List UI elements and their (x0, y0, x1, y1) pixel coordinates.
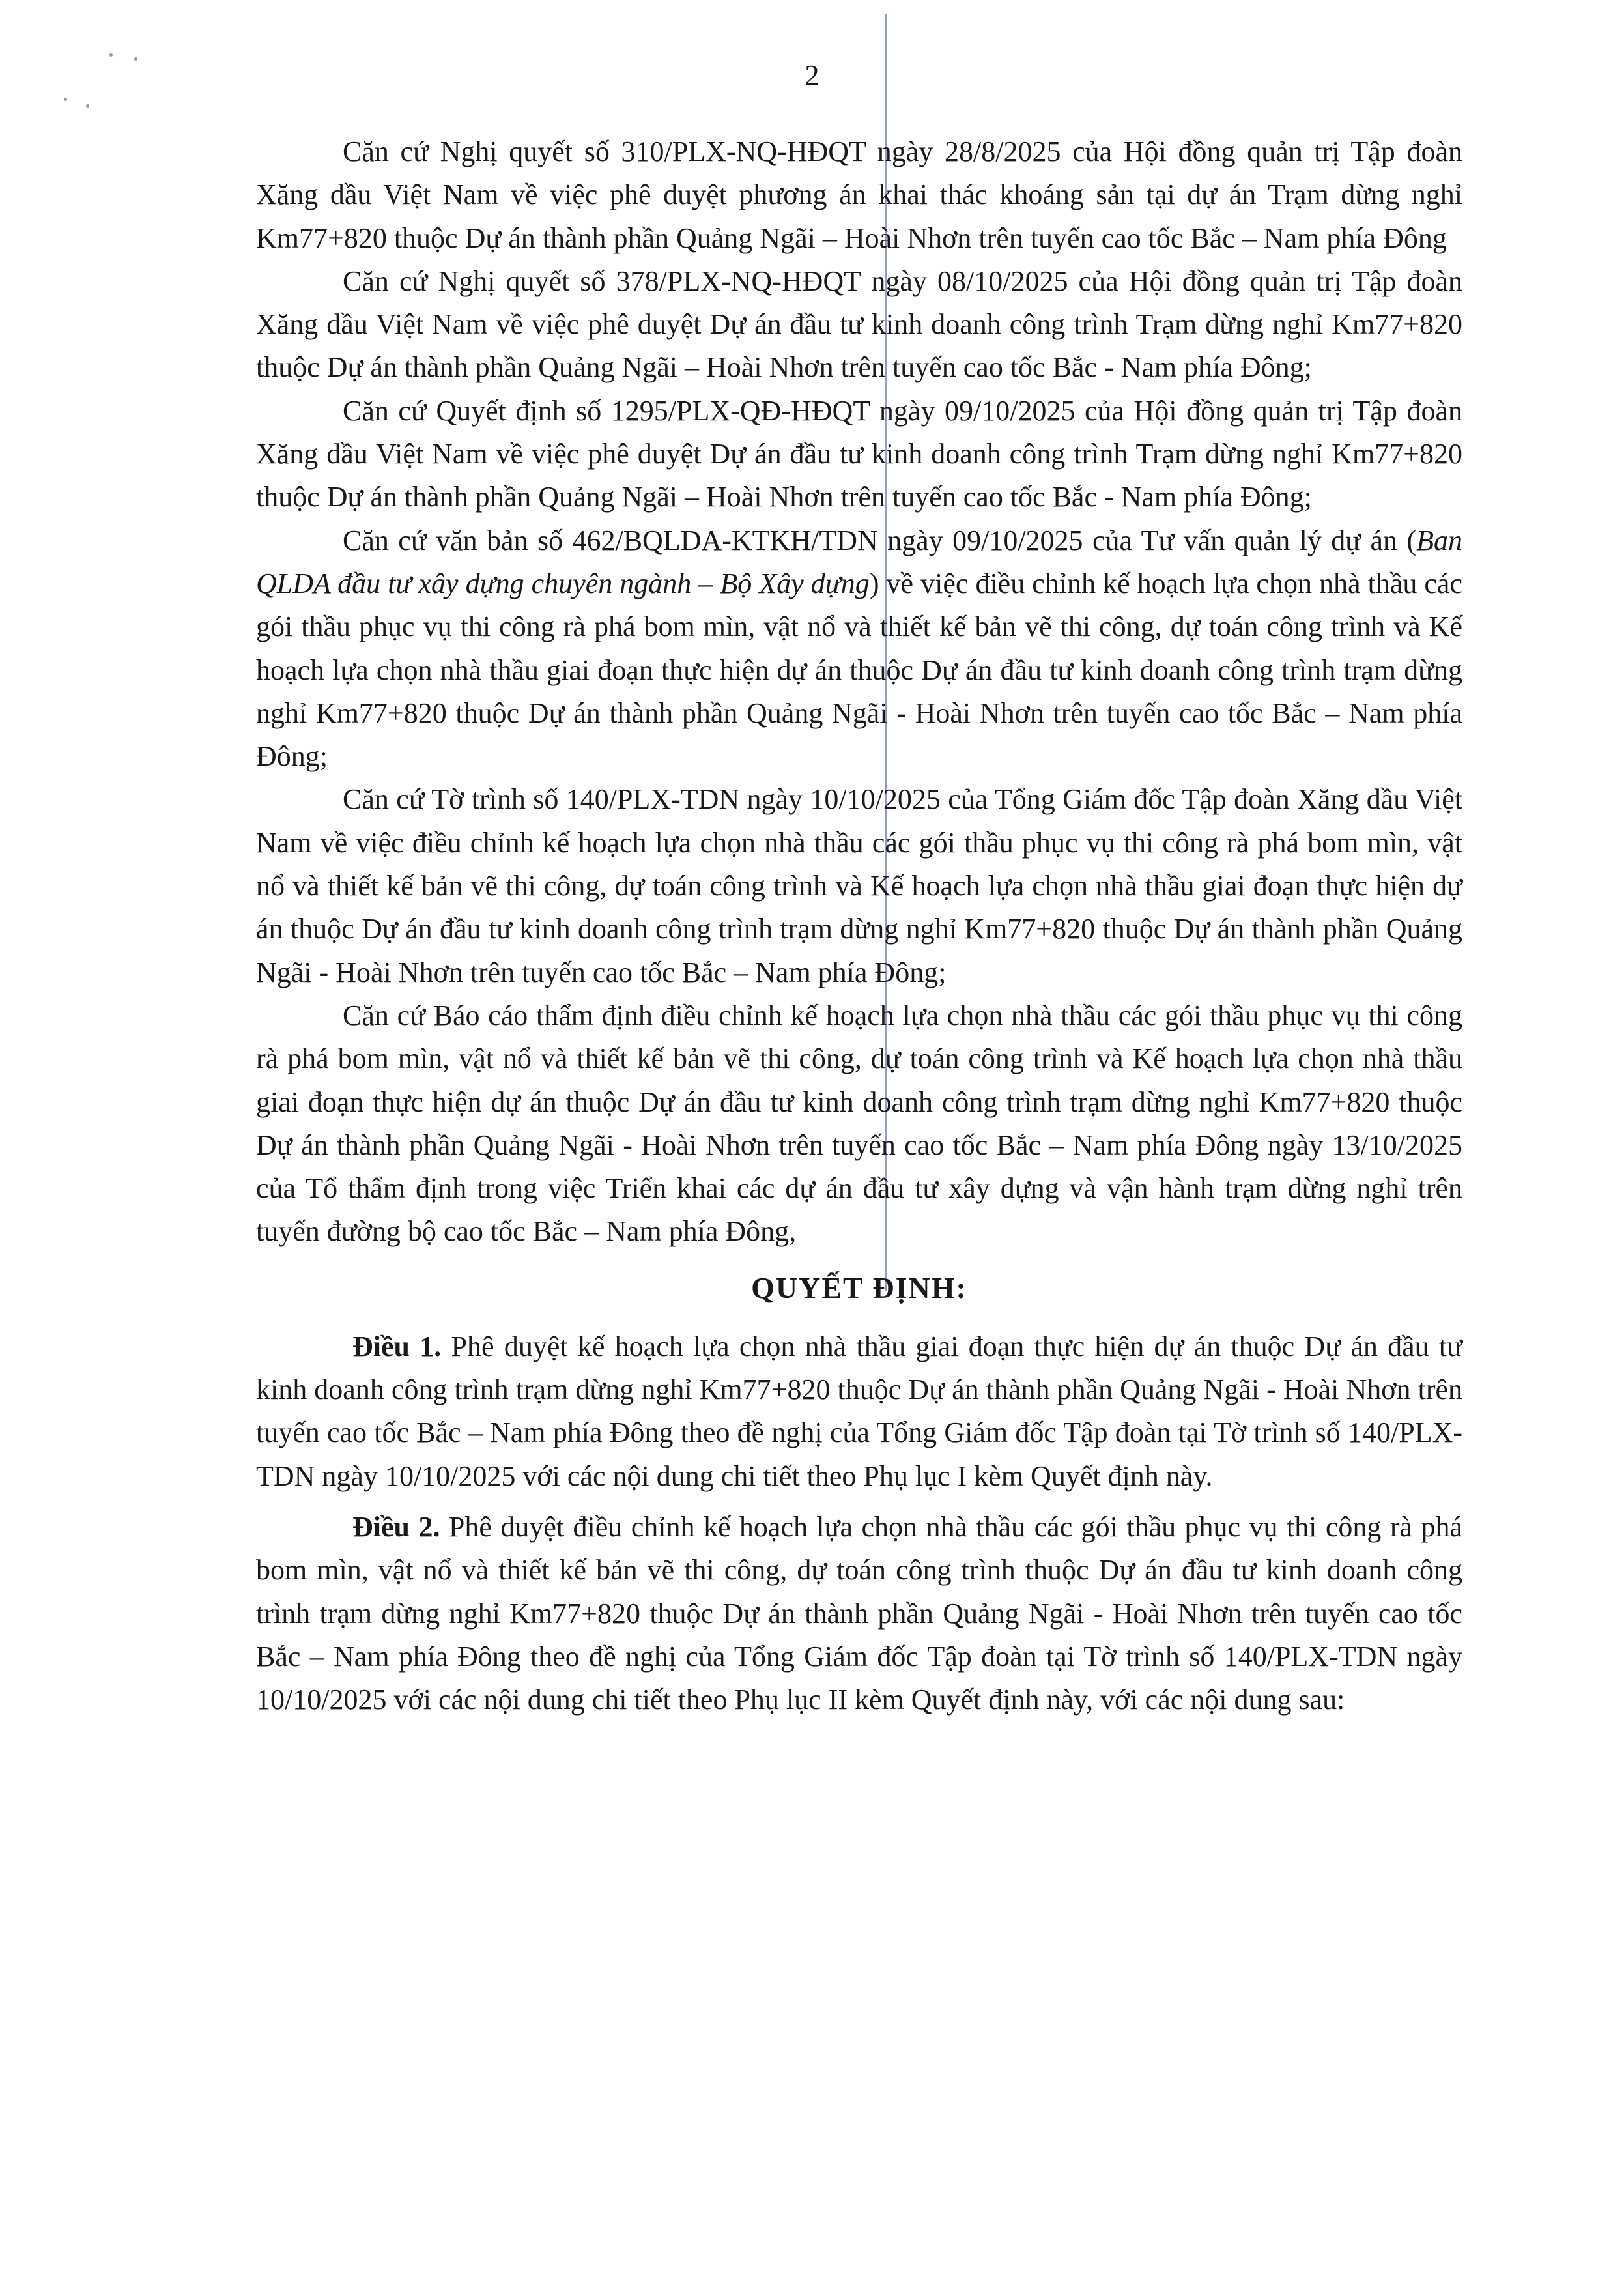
article-label: Điều 1. (352, 1330, 442, 1362)
scan-speck (86, 104, 89, 108)
preamble-text: ) về việc điều chỉnh kế hoạch lựa chọn nhà thầu các gói thầu phục vụ thi công rà phá bom mìn, vật nổ và thiết kế bản vẽ thi công, dự toán công trình và Kế hoạch lựa chọn nhà thầu giai đoạn thực hiện dự án thuộc Dự án đầu tư kinh doanh công trình trạm dừng nghỉ Km77+820 thuộc Dự án thành phần Quảng Ngãi - Hoài Nhơn trên tuyến cao tốc Bắc – Nam phía Đông; (256, 567, 1462, 773)
scan-speck (109, 53, 113, 57)
page-number: 2 (805, 59, 819, 91)
preamble-paragraph: Căn cứ Nghị quyết số 310/PLX-NQ-HĐQT ngày 28/8/2025 của Hội đồng quản trị Tập đoàn Xăng dầu Việt Nam về việc phê duyệt phương án khai thác khoáng sản tại dự án Trạm dừng nghỉ Km77+820 thuộc Dự án thành phần Quảng Ngãi – Hoài Nhơn trên tuyến cao tốc Bắc – Nam phía Đông (256, 136, 1462, 254)
article-label: Điều 2. (352, 1510, 440, 1543)
article-text: Phê duyệt kế hoạch lựa chọn nhà thầu giai đoạn thực hiện dự án thuộc Dự án đầu tư kinh doanh công trình trạm dừng nghỉ Km77+820 thuộc Dự án thành phần Quảng Ngãi - Hoài Nhơn trên tuyến cao tốc Bắc – Nam phía Đông theo đề nghị của Tổng Giám đốc Tập đoàn tại Tờ trình số 140/PLX-TDN ngày 10/10/2025 với các nội dung chi tiết theo Phụ lục I kèm Quyết định này. (256, 1330, 1462, 1492)
decision-heading: QUYẾT ĐỊNH: (751, 1271, 967, 1304)
preamble-text: Căn cứ văn bản số 462/BQLDA-KTKH/TDN ngày 09/10/2025 của Tư vấn quản lý dự án ( (343, 524, 1417, 556)
scan-speck (64, 98, 67, 101)
preamble-paragraph: Căn cứ Báo cáo thẩm định điều chỉnh kế hoạch lựa chọn nhà thầu các gói thầu phục vụ thi công rà phá bom mìn, vật nổ và thiết kế bản vẽ thi công, dự toán công trình và Kế hoạch lựa chọn nhà thầu giai đoạn thực hiện dự án thuộc Dự án đầu tư kinh doanh công trình trạm dừng nghỉ Km77+820 thuộc Dự án thành phần Quảng Ngãi - Hoài Nhơn trên tuyến cao tốc Bắc – Nam phía Đông ngày 13/10/2025 của Tổ thẩm định trong việc Triển khai các dự án đầu tư xây dựng và vận hành trạm dừng nghỉ trên tuyến đường bộ cao tốc Bắc – Nam phía Đông, (256, 999, 1462, 1248)
preamble-paragraph: Căn cứ Quyết định số 1295/PLX-QĐ-HĐQT ngày 09/10/2025 của Hội đồng quản trị Tập đoàn Xăng dầu Việt Nam về việc phê duyệt Dự án đầu tư kinh doanh công trình Trạm dừng nghỉ Km77+820 thuộc Dự án thành phần Quảng Ngãi – Hoài Nhơn trên tuyến cao tốc Bắc - Nam phía Đông; (256, 394, 1462, 513)
preamble-italic-text: Ban QLDA đầu tư xây dựng chuyên ngành – Bộ Xây dựng (256, 524, 1462, 599)
preamble-paragraph (256, 519, 1462, 779)
preamble-paragraph: Căn cứ Nghị quyết số 378/PLX-NQ-HĐQT ngày 08/10/2025 của Hội đồng quản trị Tập đoàn Xăng dầu Việt Nam về việc phê duyệt Dự án đầu tư kinh doanh công trình Trạm dừng nghỉ Km77+820 thuộc Dự án thành phần Quảng Ngãi – Hoài Nhơn trên tuyến cao tốc Bắc - Nam phía Đông; (256, 265, 1462, 384)
preamble-paragraph: Căn cứ Tờ trình số 140/PLX-TDN ngày 10/10/2025 của Tổng Giám đốc Tập đoàn Xăng dầu Việt Nam về việc điều chỉnh kế hoạch lựa chọn nhà thầu các gói thầu phục vụ thi công rà phá bom mìn, vật nổ và thiết kế bản vẽ thi công, dự toán công trình và Kế hoạch lựa chọn nhà thầu giai đoạn thực hiện dự án thuộc Dự án đầu tư kinh doanh công trình trạm dừng nghỉ Km77+820 thuộc Dự án thành phần Quảng Ngãi - Hoài Nhơn trên tuyến cao tốc Bắc – Nam phía Đông; (256, 783, 1462, 988)
article-1 (256, 1325, 1462, 1498)
article-2 (256, 1506, 1462, 1721)
document-body (256, 130, 1462, 1729)
article-text: Phê duyệt điều chỉnh kế hoạch lựa chọn nhà thầu các gói thầu phục vụ thi công rà phá bom mìn, vật nổ và thiết kế bản vẽ thi công, dự toán công trình thuộc Dự án đầu tư kinh doanh công trình trạm dừng nghỉ Km77+820 thuộc Dự án thành phần Quảng Ngãi - Hoài Nhơn trên tuyến cao tốc Bắc – Nam phía Đông theo đề nghị của Tổng Giám đốc Tập đoàn tại Tờ trình số 140/PLX-TDN ngày 10/10/2025 với các nội dung chi tiết theo Phụ lục II kèm Quyết định này, với các nội dung sau: (256, 1510, 1462, 1716)
